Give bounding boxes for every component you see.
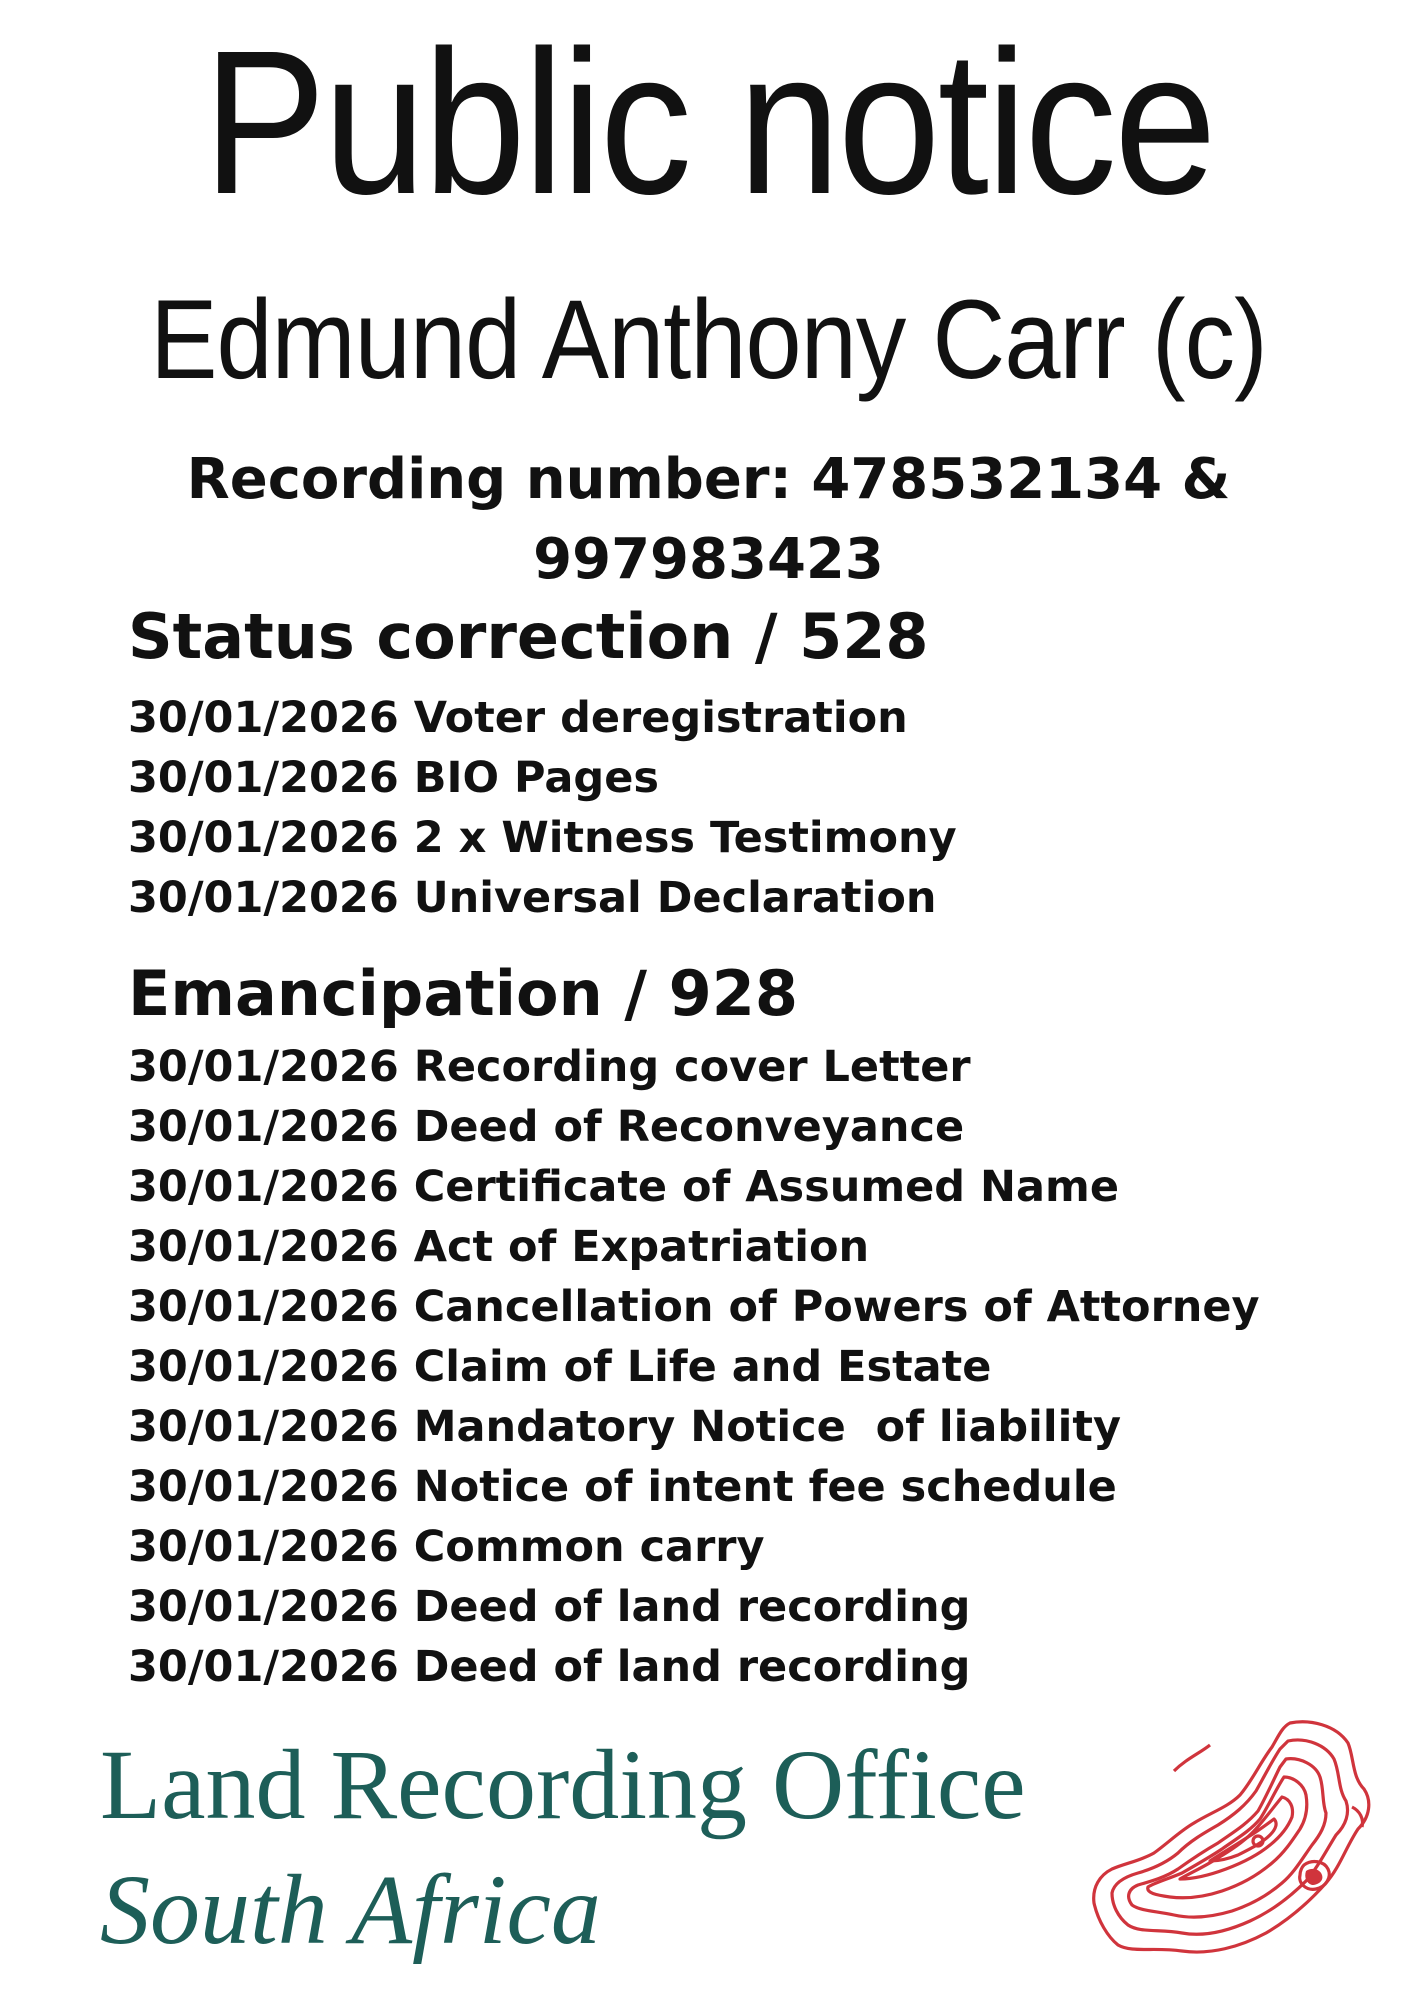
list-item: 30/01/2026 Recording cover Letter xyxy=(128,1042,971,1092)
list-item: 30/01/2026 Mandatory Notice of liability xyxy=(128,1402,1121,1452)
emancipation-section xyxy=(128,955,1328,1697)
list-item: 30/01/2026 Deed of land recording xyxy=(128,1582,971,1632)
section-heading: Emancipation / 928 xyxy=(128,957,799,1030)
status-correction-section xyxy=(128,598,1328,928)
south-africa-fingerprint-map-icon xyxy=(1090,1715,1380,1960)
list-item: 30/01/2026 Common carry xyxy=(128,1522,765,1572)
list-item: 30/01/2026 Deed of Reconveyance xyxy=(128,1102,965,1152)
notice-title: Public notice xyxy=(202,8,1215,237)
office-country: South Africa xyxy=(100,1854,601,1965)
recording-number: Recording number: 478532134 & 997983423 xyxy=(186,447,1231,592)
list-item: 30/01/2026 Certificate of Assumed Name xyxy=(128,1162,1120,1212)
list-item: 30/01/2026 Claim of Life and Estate xyxy=(128,1342,992,1392)
entry-list xyxy=(128,1037,1328,1697)
list-item: 30/01/2026 Notice of intent fee schedule xyxy=(128,1462,1117,1512)
section-heading: Status correction / 528 xyxy=(128,600,929,673)
list-item: 30/01/2026 2 x Witness Testimony xyxy=(128,813,957,863)
notice-name: Edmund Anthony Carr (c) xyxy=(150,277,1267,402)
list-item: 30/01/2026 Act of Expatriation xyxy=(128,1222,870,1272)
list-item: 30/01/2026 Deed of land recording xyxy=(128,1642,971,1692)
entry-list xyxy=(128,688,1328,928)
list-item: 30/01/2026 Voter deregistration xyxy=(128,693,908,743)
list-item: 30/01/2026 Cancellation of Powers of Attorney xyxy=(128,1282,1260,1332)
list-item: 30/01/2026 BIO Pages xyxy=(128,753,659,803)
list-item: 30/01/2026 Universal Declaration xyxy=(128,873,937,923)
office-name: Land Recording Office xyxy=(100,1729,1026,1840)
